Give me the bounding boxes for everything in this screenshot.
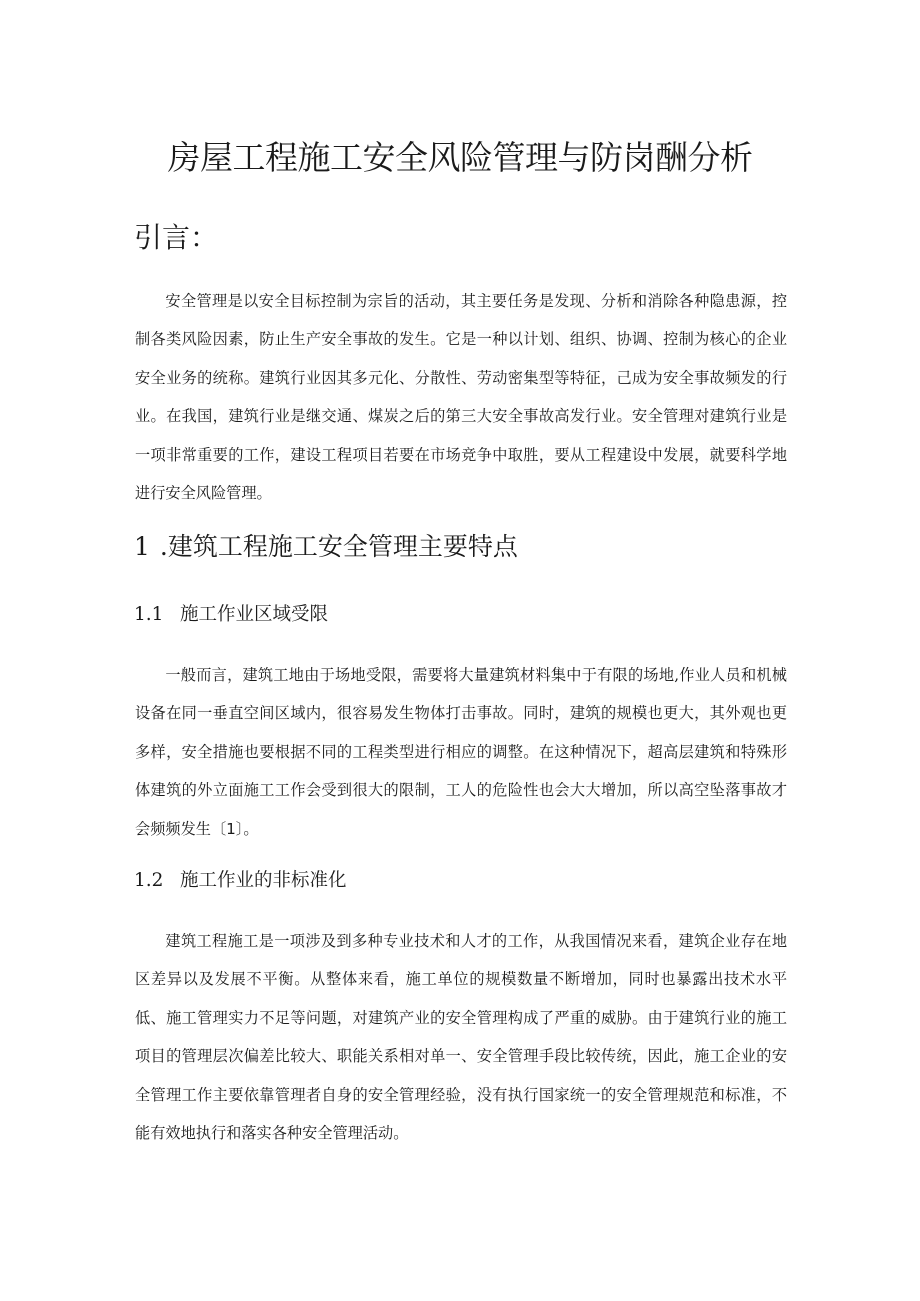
section-1-2-paragraph: 建筑工程施工是一项涉及到多种专业技术和人才的工作，从我国情况来看，建筑企业存在地区差异以及发展不平衡。从整体来看，施工单位的规模数量不断增加，同时也暴露出技术水平低、施工管理实力不足等问题，对建筑产业的安全管理构成了严重的威胁。由于建筑行业的施工项目的管理层次偏差比较大、职能关系相对单一、安全管理手段比较传统，因此，施工企业的安全管理工作主要依靠管理者自身的安全管理经验，没有执行国家统一的安全管理规范和标准，不能有效地执行和落实各种安全管理活动。 — [135, 932, 787, 1143]
section-1-number: 1 — [134, 532, 150, 561]
section-1-2-title: 施工作业的非标准化 — [180, 870, 347, 891]
section-1-1-heading — [134, 600, 328, 630]
section-1-2-heading — [134, 866, 347, 896]
document-title: 房屋工程施工安全风险管理与防岗酬分析 — [167, 138, 753, 177]
section-1-1-number: 1.1 — [134, 604, 164, 625]
section-1-1-title: 施工作业区域受限 — [180, 604, 329, 625]
section-1-title: .建筑工程施工安全管理主要特点 — [159, 532, 518, 561]
intro-paragraph: 安全管理是以安全目标控制为宗旨的活动，其主要任务是发现、分析和消除各种隐患源，控制各类风险因素，防止生产安全事故的发生。它是一种以计划、组织、协调、控制为核心的企业安全业务的统称。建筑行业因其多元化、分散性、劳动密集型等特征，己成为安全事故频发的行业。在我国，建筑行业是继交通、煤炭之后的第三大安全事故高发行业。安全管理对建筑行业是一项非常重要的工作，建设工程项目若要在市场竞争中取胜，要从工程建设中发展，就要科学地进行安全风险管理。 — [135, 292, 787, 503]
section-1-2-number: 1.2 — [134, 870, 164, 891]
section-1-heading — [134, 527, 518, 567]
section-1-1-end: 。 — [243, 819, 259, 838]
section-1-1-paragraph — [135, 656, 787, 848]
section-1-1-text: 一般而言，建筑工地由于场地受限，需要将大量建筑材料集中于有限的场地,作业人员和机械设备在同一垂直空间区域内，很容易发生物体打击事故。同时，建筑的规模也更大，其外观也更多样，安全措施也要根据不同的工程类型进行相应的调整。在这种情况下，超高层建筑和特殊形体建筑的外立面施工工作会受到很大的限制，工人的危险性也会大大增加，所以高空坠落事故才会频频发生 — [135, 666, 787, 838]
intro-heading: 引言： — [134, 221, 219, 254]
citation-1: 〔1〕 — [210, 819, 244, 838]
